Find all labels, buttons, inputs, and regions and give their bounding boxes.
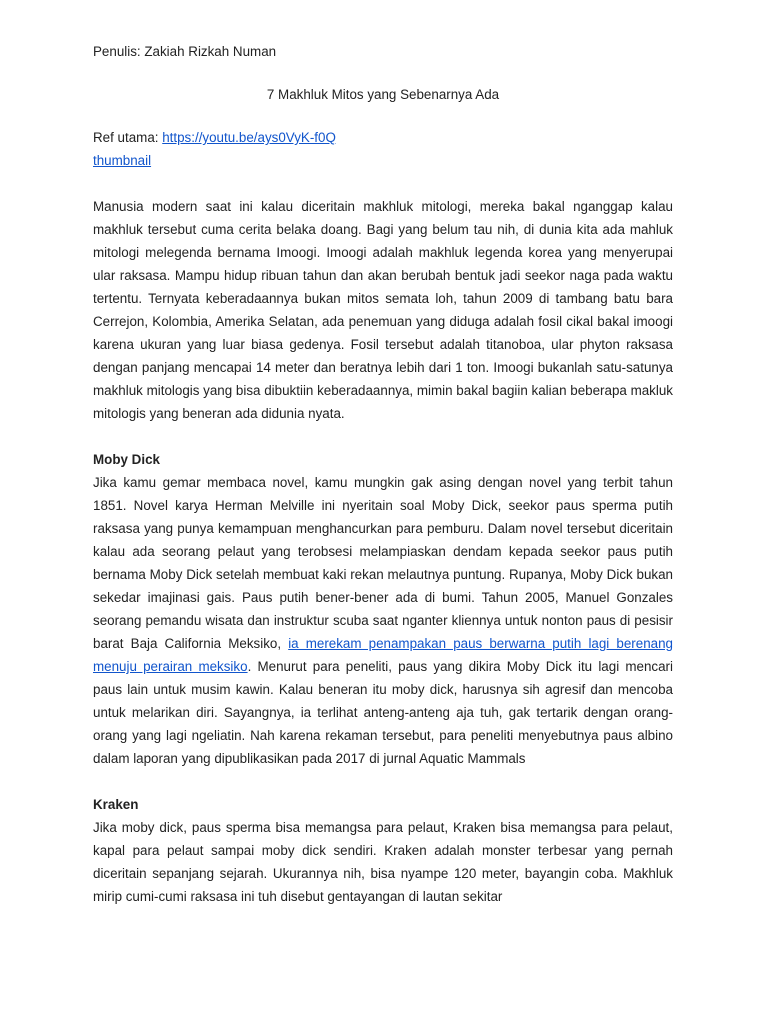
moby-dick-text-before-link: Jika kamu gemar membaca novel, kamu mungkin gak asing dengan novel yang terbit tahun 1851. Novel karya Herman Melville ini nyeritain soal Moby Dick, seekor paus sperma putih raksasa yang punya kemampuan menghancurkan para pemburu. Dalam novel tersebut diceritain kalau ada seorang pelaut yang terobsesi melampiaskan dendam kepada seekor paus putih bernama Moby Dick setelah membuat kaki rekan melautnya puntung. Rupanya, Moby Dick bukan sekedar imajinasi gais. Paus putih bener-bener ada di bumi. Tahun 2005, Manuel Gonzales seorang pemandu wisata dan instruktur scuba saat nganter kliennya untuk nonton paus di pesisir barat Baja California Meksiko,: [93, 475, 673, 651]
section-heading-moby-dick: Moby Dick: [93, 452, 160, 467]
document-page: [93, 40, 673, 908]
section-heading-kraken: Kraken: [93, 797, 139, 812]
reference-line: [93, 126, 673, 149]
document-title: 7 Makhluk Mitos yang Sebenarnya Ada: [266, 87, 500, 102]
section-body-moby-dick: [93, 471, 673, 770]
reference-label: Ref utama:: [93, 130, 163, 145]
author-line: Penulis: Zakiah Rizkah Numan: [93, 44, 277, 59]
whale-video-link[interactable]: ia merekam penampakan paus berwarna putih lagi berenang menuju perairan meksiko: [93, 636, 673, 674]
moby-dick-text-after-link: . Menurut para peneliti, paus yang dikira Moby Dick itu lagi mencari paus lain untuk musim kawin. Kalau beneran itu moby dick, harusnya sih agresif dan mencoba untuk melarikan diri. Sayangnya, ia terlihat anteng-anteng aja tuh, gak tertarik dengan orang-orang yang lagi ngeliatin. Nah karena rekaman tersebut, para peneliti menyebutnya paus albino dalam laporan yang dipublikasikan pada 2017 di jurnal Aquatic Mammals: [93, 659, 673, 766]
reference-link[interactable]: https://youtu.be/ays0VyK-f0Q: [162, 130, 336, 145]
thumbnail-link[interactable]: thumbnail: [93, 153, 152, 168]
thumbnail-line: [93, 149, 673, 172]
section-body-kraken: Jika moby dick, paus sperma bisa memangsa para pelaut, Kraken bisa memangsa para pelaut, kapal para pelaut sampai moby dick sendiri. Kraken adalah monster terbesar yang pernah diceritain sepanjang sejarah. Ukurannya nih, bisa nyampe 120 meter, bayangin coba. Makhluk mirip cumi-cumi raksasa ini tuh disebut gentayangan di lautan sekitar: [93, 820, 673, 904]
intro-paragraph: Manusia modern saat ini kalau diceritain makhluk mitologi, mereka bakal nganggap kalau makhluk tersebut cuma cerita belaka doang. Bagi yang belum tau nih, di dunia kita ada mahluk mitologi melegenda bernama Imoogi. Imoogi adalah makhluk legenda korea yang menyerupai ular raksasa. Mampu hidup ribuan tahun dan akan berubah bentuk jadi seekor naga pada waktu tertentu. Ternyata keberadaannya bukan mitos semata loh, tahun 2009 di tambang batu bara Cerrejon, Kolombia, Amerika Selatan, ada penemuan yang diduga adalah fosil cikal bakal imoogi karena ukuran yang luar biasa gedenya. Fosil tersebut adalah titanoboa, ular phyton raksasa dengan panjang mencapai 14 meter dan beratnya lebih dari 1 ton. Imoogi bukanlah satu-satunya makhluk mitologis yang bisa dibuktiin keberadaannya, mimin bakal bagiin kalian beberapa makluk mitologis yang beneran ada didunia nyata.: [93, 199, 673, 421]
